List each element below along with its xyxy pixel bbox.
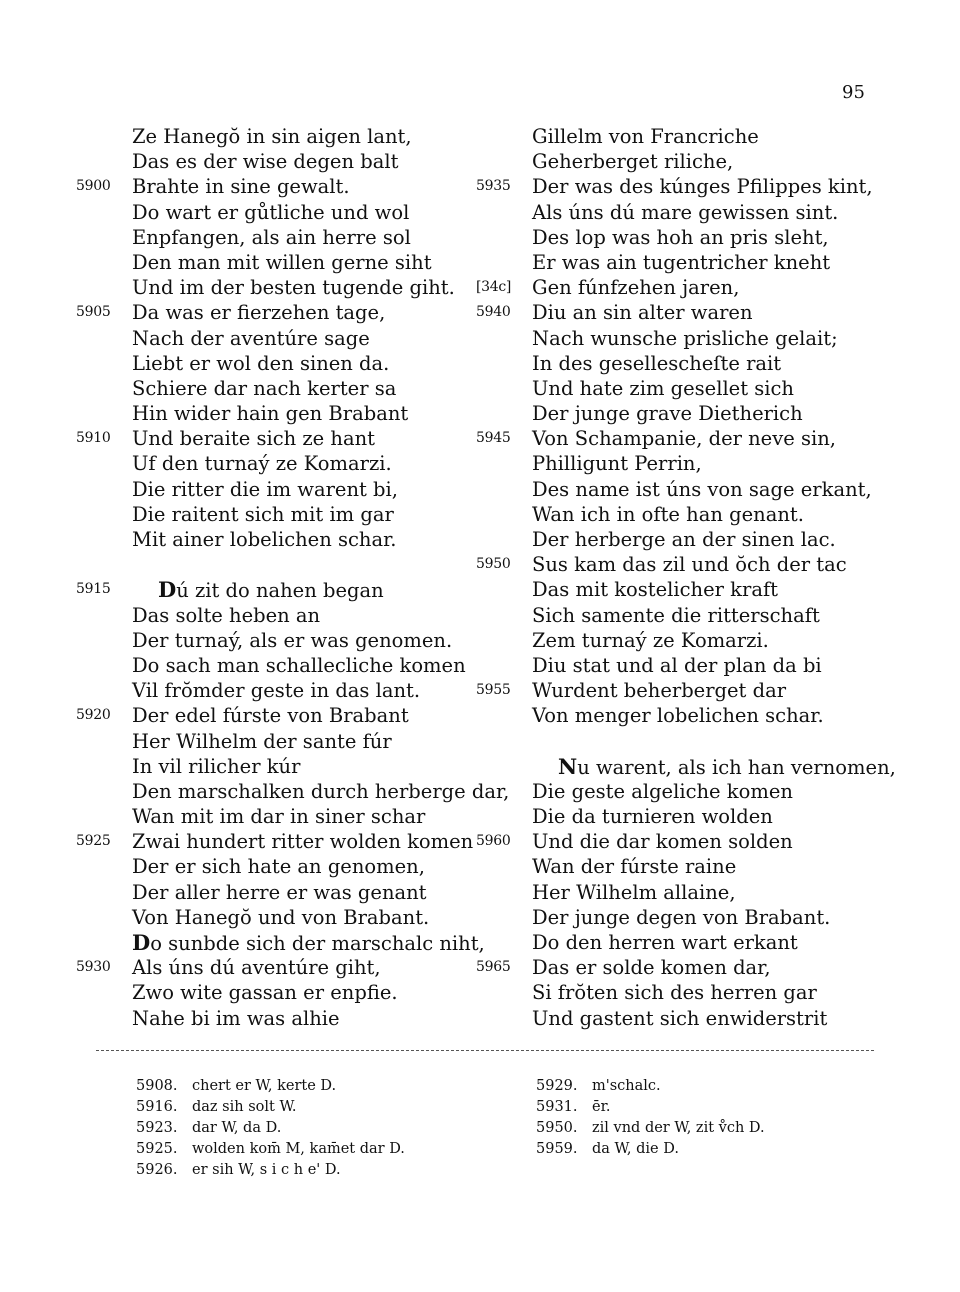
verse-line <box>76 174 486 199</box>
verse-text: Gillelm von Francriche <box>532 125 759 148</box>
footnote <box>536 1097 765 1118</box>
verse-text: Als úns dú aventúre giht, <box>132 956 381 980</box>
verse-text: Liebt er wol den sinen da. <box>132 351 390 375</box>
verse-line <box>76 552 486 577</box>
line-number: 5965 <box>476 959 511 976</box>
verse-line <box>76 477 486 502</box>
verse-text: Sich samente die ritterschaft <box>532 603 820 627</box>
verse-line <box>476 174 936 199</box>
footnote-number: 5926. <box>136 1162 178 1178</box>
verse-line <box>76 854 486 879</box>
verse-line <box>76 653 486 678</box>
verse-text: Diu an sin alter waren <box>532 301 753 325</box>
verse-line <box>76 502 486 527</box>
verse-text: Geherberget riliche, <box>532 150 734 174</box>
verse-text: Und die dar komen solden <box>532 830 793 854</box>
verse-text: u warent, als ich han vernomen, <box>577 755 896 779</box>
verse-text: Das er solde komen dar, <box>532 956 771 980</box>
verse-text: Nach der aventúre sage <box>132 326 370 350</box>
verse-text: Hin wider hain gen Brabant <box>132 402 409 426</box>
verse-text: Und gastent sich enwiderstrit <box>532 1006 828 1030</box>
verse-text: Er was ain tugentricher kneht <box>532 250 831 274</box>
verse-text: o sunbde sich der marschalc niht, <box>150 932 485 955</box>
verse-text: Die ritter die im warent bi, <box>132 477 398 501</box>
verse-line <box>76 729 486 754</box>
verse-text: Wan ich in ofte han genant. <box>532 502 804 526</box>
verse-line <box>476 905 936 930</box>
verse-text: In des gesellescheſte rait <box>532 351 782 375</box>
verse-text: Des lop was hoh an pris sleht, <box>532 225 829 249</box>
verse-text: Diu stat und al der plan da bi <box>532 653 822 677</box>
verse-text: Si frŏten sich des herren gar <box>532 981 817 1005</box>
footnotes-left <box>136 1076 405 1181</box>
verse-text: Do den herren wart erkant <box>532 931 798 954</box>
verse-line <box>76 326 486 351</box>
verse-text: Von Hanegŏ und von Brabant. <box>132 905 430 929</box>
verse-line <box>476 275 936 300</box>
line-number: 5915 <box>76 581 111 598</box>
verse-line <box>476 250 936 275</box>
verse-line <box>476 300 936 325</box>
footnote-text: wolden kom̄ M, kam̄et dar D. <box>192 1141 405 1157</box>
verse-text: Zwai hundert ritter wolden komen <box>132 830 474 854</box>
verse-line <box>76 225 486 250</box>
verse-line <box>76 779 510 804</box>
verse-line <box>476 401 936 426</box>
verse-text: Zem turnaý ze Komarzi. <box>532 628 769 652</box>
verse-text: Die da turnieren wolden <box>532 805 773 829</box>
verse-text: Das es der wise degen balt <box>132 150 399 174</box>
line-number: 5960 <box>476 833 511 850</box>
verse-text: Die raitent sich mit im gar <box>132 502 394 526</box>
line-number: 5920 <box>76 707 111 724</box>
verse-text: Wan der fúrste raine <box>532 855 737 879</box>
verse-text: Her Wilhelm der sante fúr <box>132 729 392 753</box>
footnote <box>136 1076 405 1097</box>
footnote-number: 5931. <box>536 1099 578 1115</box>
verse-text: Den man mit willen gerne siht <box>132 250 432 274</box>
verse-line <box>476 854 936 879</box>
verse-text: Nach wunsche prisliche gelait; <box>532 326 838 350</box>
verse-line <box>476 326 936 351</box>
verse-line <box>76 426 486 451</box>
footnote-number: 5908. <box>136 1078 178 1094</box>
verse-text: Von Schampanie, der neve sin, <box>532 427 836 451</box>
verse-line <box>476 955 936 980</box>
line-number: 5925 <box>76 833 111 850</box>
line-number: 5900 <box>76 178 111 195</box>
verse-line <box>76 829 486 854</box>
verse-text: Als úns dú mare gewissen sint. <box>532 200 839 224</box>
verse-line <box>476 351 936 376</box>
verse-line <box>76 804 486 829</box>
verse-text: Uf den turnaý ze Komarzi. <box>132 452 392 476</box>
verse-line <box>76 678 486 703</box>
verse-line <box>476 1006 936 1031</box>
verse-text: Philligunt Perrin, <box>532 452 702 476</box>
verse-line <box>76 376 486 401</box>
verse-text: Wurdent beherberget dar <box>532 679 787 703</box>
verse-text: In vil rilicher kúr <box>132 754 301 778</box>
verse-line <box>476 477 936 502</box>
line-number: [34c] <box>476 279 512 296</box>
verse-line <box>76 930 486 955</box>
verse-text: Und im der besten tugende giht. <box>132 276 455 300</box>
verse-text: Ze Hanegŏ in sin aigen lant, <box>132 125 412 148</box>
line-number: 5905 <box>76 304 111 321</box>
verse-line <box>476 804 936 829</box>
verse-line <box>76 124 486 149</box>
verse-text: ú zit do nahen began <box>176 579 384 603</box>
verse-line <box>476 502 936 527</box>
verse-line <box>76 1006 486 1031</box>
footnote-number: 5950. <box>536 1120 578 1136</box>
footnote-text: ēr. <box>592 1099 611 1115</box>
verse-line <box>476 930 936 955</box>
verse-text: Gen fúnfzehen jaren, <box>532 276 740 300</box>
verse-line <box>476 552 936 577</box>
verse-line <box>476 653 936 678</box>
verse-line <box>76 250 486 275</box>
footnote <box>136 1139 405 1160</box>
verse-text: Wan mit im dar in siner schar <box>132 805 426 829</box>
verse-text: Brahte in sine gewalt. <box>132 175 350 199</box>
verse-line <box>76 577 486 602</box>
verse-line <box>76 300 486 325</box>
verse-text: Schiere dar nach kerter sa <box>132 376 397 400</box>
verse-line <box>76 955 486 980</box>
footnote-text: er sih W, s i c h e' D. <box>192 1162 341 1178</box>
verse-line <box>76 351 486 376</box>
verse-line <box>476 376 936 401</box>
verse-text: Der aller herre er was genant <box>132 880 427 904</box>
verse-line <box>476 678 936 703</box>
verse-text: Vil frŏmder geste in das lant. <box>132 679 421 703</box>
line-number: 5955 <box>476 682 511 699</box>
verse-line <box>76 603 486 628</box>
verse-line <box>76 527 486 552</box>
verse-text: Der was des kúnges Pfilippes kint, <box>532 175 873 199</box>
verse-line <box>476 603 936 628</box>
verse-line <box>476 527 936 552</box>
verse-line <box>76 905 486 930</box>
verse-line <box>76 754 486 779</box>
verse-text: Und beraite sich ze hant <box>132 427 375 451</box>
verse-text: Und hate zim gesellet sich <box>532 376 794 400</box>
verse-line <box>76 200 486 225</box>
verse-text: Das solte heben an <box>132 603 321 627</box>
verse-text: Der junge degen von Brabant. <box>532 905 831 929</box>
verse-line <box>476 880 936 905</box>
verse-line <box>476 149 936 174</box>
verse-text: Sus kam das zil und ŏch der tac <box>532 553 847 577</box>
initial-capital: D <box>132 930 151 955</box>
verse-line <box>476 200 936 225</box>
verse-line <box>476 980 936 1005</box>
verse-text: Nahe bi im was alhie <box>132 1006 340 1030</box>
verse-line <box>476 779 936 804</box>
footnote <box>136 1097 405 1118</box>
footnote <box>136 1118 405 1139</box>
verse-text: Des name ist úns von sage erkant, <box>532 477 872 501</box>
line-number: 5945 <box>476 430 511 447</box>
verse-line <box>76 401 486 426</box>
footnotes-right <box>536 1076 765 1160</box>
verse-text: Do wart er gůtliche und wol <box>132 200 410 224</box>
verse-line <box>76 880 486 905</box>
verse-text: Das mit kostelicher kraft <box>532 578 778 602</box>
verse-text: Enpfangen, als ain herre sol <box>132 225 411 249</box>
verse-text: Der herberge an der sinen lac. <box>532 528 836 551</box>
footnote <box>136 1160 405 1181</box>
verse-line <box>76 980 486 1005</box>
verse-line <box>476 426 936 451</box>
verse-line <box>76 628 486 653</box>
verse-line <box>476 754 936 779</box>
footnote-divider <box>96 1050 874 1051</box>
verse-line <box>76 451 486 476</box>
footnote-number: 5916. <box>136 1099 178 1115</box>
verse-text: Mit ainer lobelichen schar. <box>132 528 397 551</box>
footnote-text: daz sih solt W. <box>192 1099 297 1115</box>
verse-text: Der edel fúrste von Brabant <box>132 704 409 728</box>
verse-line <box>476 829 936 854</box>
footnote-text: m'schalc. <box>592 1078 661 1094</box>
verse-line <box>476 628 936 653</box>
verse-text: Zwo wite gassan er enpfie. <box>132 981 398 1005</box>
footnote-number: 5959. <box>536 1141 578 1157</box>
footnote-text: dar W, da D. <box>192 1120 282 1136</box>
verse-line <box>76 703 486 728</box>
line-number: 5940 <box>476 304 511 321</box>
verse-text: Der er sich hate an genomen, <box>132 855 425 879</box>
line-number: 5950 <box>476 556 511 573</box>
footnote <box>536 1139 765 1160</box>
verse-line <box>476 451 936 476</box>
right-verse-column <box>476 124 936 1031</box>
initial-capital: N <box>558 753 578 779</box>
verse-line <box>76 149 486 174</box>
verse-text: Da was er fierzehen tage, <box>132 301 386 325</box>
verse-line <box>76 275 486 300</box>
line-number: 5930 <box>76 959 111 976</box>
footnote <box>536 1076 765 1097</box>
footnote <box>536 1118 765 1139</box>
footnote-number: 5923. <box>136 1120 178 1136</box>
verse-line <box>476 577 936 602</box>
initial-capital: D <box>158 577 177 603</box>
line-number: 5910 <box>76 430 111 447</box>
verse-line <box>476 124 936 149</box>
line-number: 5935 <box>476 178 511 195</box>
footnote-number: 5925. <box>136 1141 178 1157</box>
verse-line <box>476 729 936 754</box>
verse-text: Von menger lobelichen schar. <box>532 704 824 728</box>
verse-line <box>476 703 936 728</box>
verse-text: Der junge grave Dietherich <box>532 402 803 426</box>
verse-text: Der turnaý, als er was genomen. <box>132 628 453 652</box>
footnote-number: 5929. <box>536 1078 578 1094</box>
footnote-text: zil vnd der W, zit v̊ch D. <box>592 1120 765 1136</box>
page-number: 95 <box>842 82 865 103</box>
verse-text: Die geste algeliche komen <box>532 779 793 803</box>
footnote-text: da W, die D. <box>592 1141 679 1157</box>
verse-text: Den marschalken durch herberge dar, <box>132 779 510 803</box>
verse-line <box>476 225 936 250</box>
footnote-text: chert er W, kerte D. <box>192 1078 337 1094</box>
verse-text: Her Wilhelm allaine, <box>532 880 736 904</box>
verse-text: Do sach man schallecliche komen <box>132 653 466 677</box>
